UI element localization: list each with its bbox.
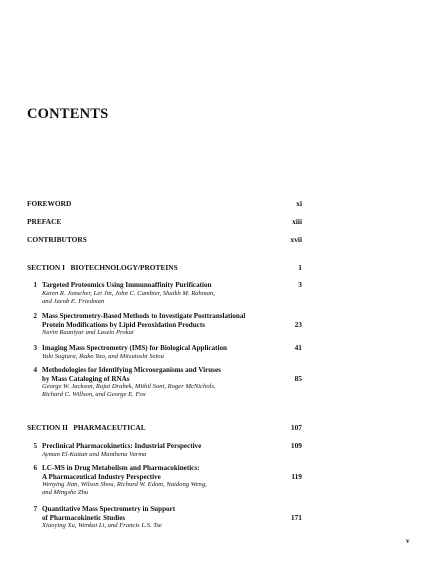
section-1-label: SECTION I BIOTECHNOLOGY/PROTEINS [27, 263, 178, 272]
toc-chapter-7[interactable] [27, 505, 302, 530]
chapter-4-author-line: George W. Jackson, Rajat Drabek, Mithil Soni, Roger McNichols, [42, 383, 216, 390]
chapter-6-authors [42, 481, 262, 497]
chapter-3-page: 41 [294, 343, 302, 352]
chapter-4-title-line: Methodologies for Identifying Microorganisms and Viruses [42, 366, 221, 374]
section-2-label: SECTION II PHARMACEUTICAL [27, 423, 146, 432]
toc-chapter-2[interactable] [27, 312, 302, 337]
toc-foreword[interactable] [27, 199, 302, 208]
chapter-6-page: 119 [291, 471, 302, 481]
toc-preface-page: xiii [292, 217, 302, 226]
chapter-6-title-line: LC-MS in Drug Metabolism and Pharmacokinetics: [42, 464, 200, 472]
chapter-4-author-line: Richard C. Willson, and George E. Fox [42, 391, 146, 398]
toc-section-2[interactable] [27, 423, 302, 432]
section-1-page: 1 [298, 263, 302, 272]
page-number: v [406, 537, 410, 545]
toc-chapter-1[interactable] [27, 281, 302, 306]
chapter-6-title [42, 464, 262, 481]
toc-contributors-page: xvii [290, 235, 302, 244]
chapter-5-authors [42, 451, 262, 459]
chapter-6-title-line: A Pharmaceutical Industry Perspective [42, 472, 161, 481]
chapter-2-page: 23 [294, 319, 302, 329]
chapter-3-number: 3 [33, 344, 37, 352]
chapter-3-title [42, 344, 262, 353]
page-title: CONTENTS [27, 106, 109, 122]
chapter-5-title-line: Preclinical Pharmacokinetics: Industrial Perspective [42, 442, 202, 450]
chapter-7-page: 171 [290, 512, 302, 522]
chapter-5-title [42, 442, 262, 451]
chapter-4-authors [42, 383, 262, 399]
chapter-6-author-line: Wenying Jian, Wilson Shou, Richard W. Edom, Naidong Weng, [42, 481, 207, 488]
chapter-3-title-line: Imaging Mass Spectrometry (IMS) for Biological Application [42, 344, 227, 352]
chapter-2-title-line: Mass Spectrometry-Based Methods to Investigate Posttranslational [42, 312, 246, 320]
chapter-4-number: 4 [33, 366, 37, 374]
chapter-1-number: 1 [33, 281, 37, 289]
chapter-1-title [42, 281, 262, 290]
chapter-3-author-line: Yuki Sugiura, Ikuko Yao, and Mitsutoshi Setou [42, 352, 164, 360]
chapter-1-author-line: Karen R. Jonscher, Lei Jin, John C. Cambier, Shaikh M. Rahman, [42, 289, 215, 297]
chapter-5-number: 5 [33, 442, 37, 450]
chapter-2-authors [42, 329, 262, 337]
chapter-3-authors [42, 353, 262, 361]
chapter-4-title [42, 366, 262, 383]
chapter-5-page: 109 [290, 441, 302, 450]
toc-foreword-page: xi [296, 199, 302, 208]
chapter-7-title [42, 505, 262, 522]
toc-contributors-label: CONTRIBUTORS [27, 235, 87, 244]
toc-preface-label: PREFACE [27, 217, 62, 226]
chapter-7-title-line: Quantitative Mass Spectrometry in Support [42, 505, 176, 513]
chapter-1-title-line: Targeted Proteomics Using Immunoaffinity Purification [42, 281, 212, 289]
toc-contributors[interactable] [27, 235, 302, 244]
chapter-7-authors [42, 522, 262, 530]
toc-foreword-label: FOREWORD [27, 199, 72, 208]
chapter-7-title-line: of Pharmacokinetic Studies [42, 513, 126, 522]
chapter-2-number: 2 [33, 312, 37, 320]
chapter-1-page: 3 [298, 280, 302, 289]
chapter-2-title-line: Protein Modifications by Lipid Peroxidation Products [42, 320, 205, 329]
chapter-6-number: 6 [33, 464, 37, 472]
toc-section-1[interactable] [27, 263, 302, 272]
toc-chapter-3[interactable] [27, 344, 302, 361]
toc-chapter-6[interactable] [27, 464, 302, 497]
chapter-5-author-line: Ayman El-Kattan and Manthena Varma [42, 450, 147, 458]
chapter-2-author-line: Navin Rauniyar and Laszlo Prokai [42, 329, 134, 336]
toc-preface[interactable] [27, 217, 302, 226]
chapter-7-author-line: Xiaoying Xu, Wenkui Li, and Francis L.S. Tse [42, 522, 162, 529]
chapter-4-title-line: by Mass Cataloging of RNAs [42, 374, 130, 383]
chapter-1-authors [42, 290, 262, 306]
section-2-page: 107 [290, 423, 302, 432]
toc-chapter-5[interactable] [27, 442, 302, 459]
chapter-1-author-line: and Jacob E. Friedman [42, 297, 105, 305]
chapter-6-author-line: and Mingshe Zhu [42, 489, 89, 496]
chapter-7-number: 7 [33, 505, 37, 513]
chapter-4-page: 85 [294, 373, 302, 383]
toc-chapter-4[interactable] [27, 366, 302, 399]
chapter-2-title [42, 312, 262, 329]
